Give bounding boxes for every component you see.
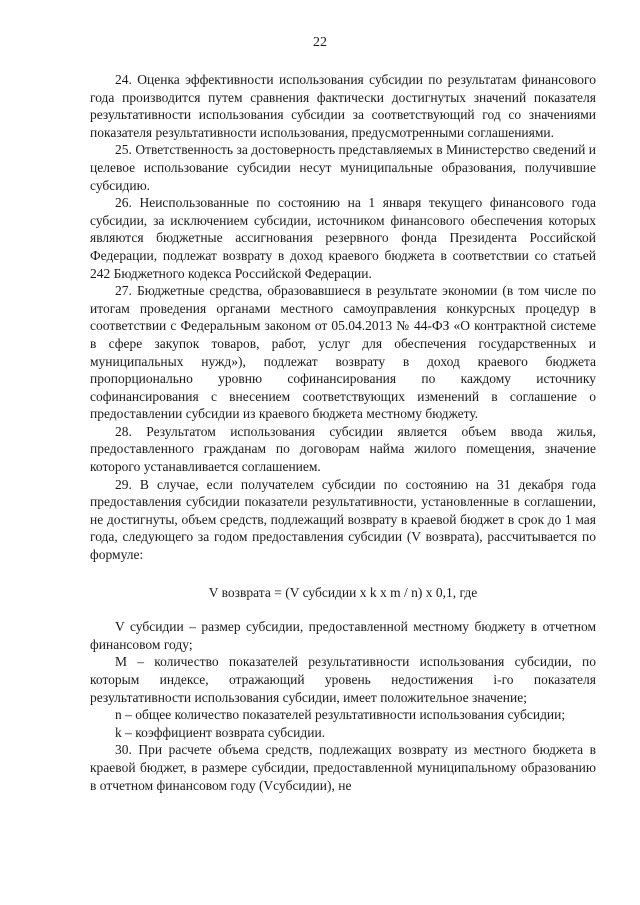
paragraph-26: 26. Неиспользованные по состоянию на 1 января текущего финансового года субсидии, за исключением субсидии, источником финансового обеспечения которых являются бюджетные ассигнования резервного фонда Президента Российской Федерации, подлежат возврату в доход краевого бюджета в соответствии со статьей 242 Бюджетного кодекса Российской Федерации. — [90, 195, 596, 281]
page-number: 22 — [313, 35, 327, 50]
definition-n: n – общее количество показателей результативности использования субсидии; — [115, 707, 566, 723]
definition-k: k – коэффициент возврата субсидии. — [115, 724, 326, 740]
paragraph-25: 25. Ответственность за достоверность представляемых в Министерство сведений и целевое использование субсидии несут муниципальные образования, получившие субсидию. — [90, 142, 596, 193]
paragraph-28: 28. Результатом использования субсидии является объем ввода жилья, предоставленного гражданам по договорам найма жилого помещения, значение которого устанавливается соглашением. — [90, 423, 596, 475]
paragraph-30: 30. При расчете объема средств, подлежащих возврату из местного бюджета в краевой бюджет, в размере субсидии, предоставленной муниципальному образованию в отчетном финансовом году (Vсубсидии), не — [90, 742, 596, 793]
paragraph-27: 27. Бюджетные средства, образовавшиеся в результате экономии (в том числе по итогам проведения органами местного самоуправления конкурсных процедур в соответствии с Федеральным законом от 05.04.2013 № 44-ФЗ «О контрактной системе в сфере закупок товаров, работ, услуг для обеспечения государственных и муниципальных нужд»), подлежат возврату в доход краевого бюджета пропорционально уровню софинансирования по каждому источнику софинансирования с внесением соответствующих изменений в соглашение о предоставлении субсидии из краевого бюджета местному бюджету. — [90, 283, 596, 422]
document-body — [90, 71, 596, 794]
return-formula: V возврата = (V субсидии x k x m / n) x 0,1, где — [208, 584, 478, 600]
definition-m: M – количество показателей результативности использования субсидии, по которым индексе, отражающий уровень недостижения i-го показателя результативности использования субсидии, имеет положительное значение; — [90, 654, 596, 705]
paragraph-29: 29. В случае, если получателем субсидии по состоянию на 31 декабря года предоставления субсидии показатели результативности, установленные в соглашении, не достигнуты, объем средств, подлежащий возврату в краевой бюджет в срок до 1 мая года, следующего за годом предоставления субсидии (V возврата), рассчитывается по формуле: — [90, 476, 596, 563]
definition-v-subsidy: V субсидии – размер субсидии, предоставленной местному бюджету в отчетном финансовом году; — [90, 619, 596, 652]
paragraph-24: 24. Оценка эффективности использования субсидии по результатам финансового года производится путем сравнения фактически достигнутых значений показателя результативности использования субсидии за соответствующий год со значениями показателя результативности использования, предусмотренными соглашениями. — [90, 72, 596, 140]
